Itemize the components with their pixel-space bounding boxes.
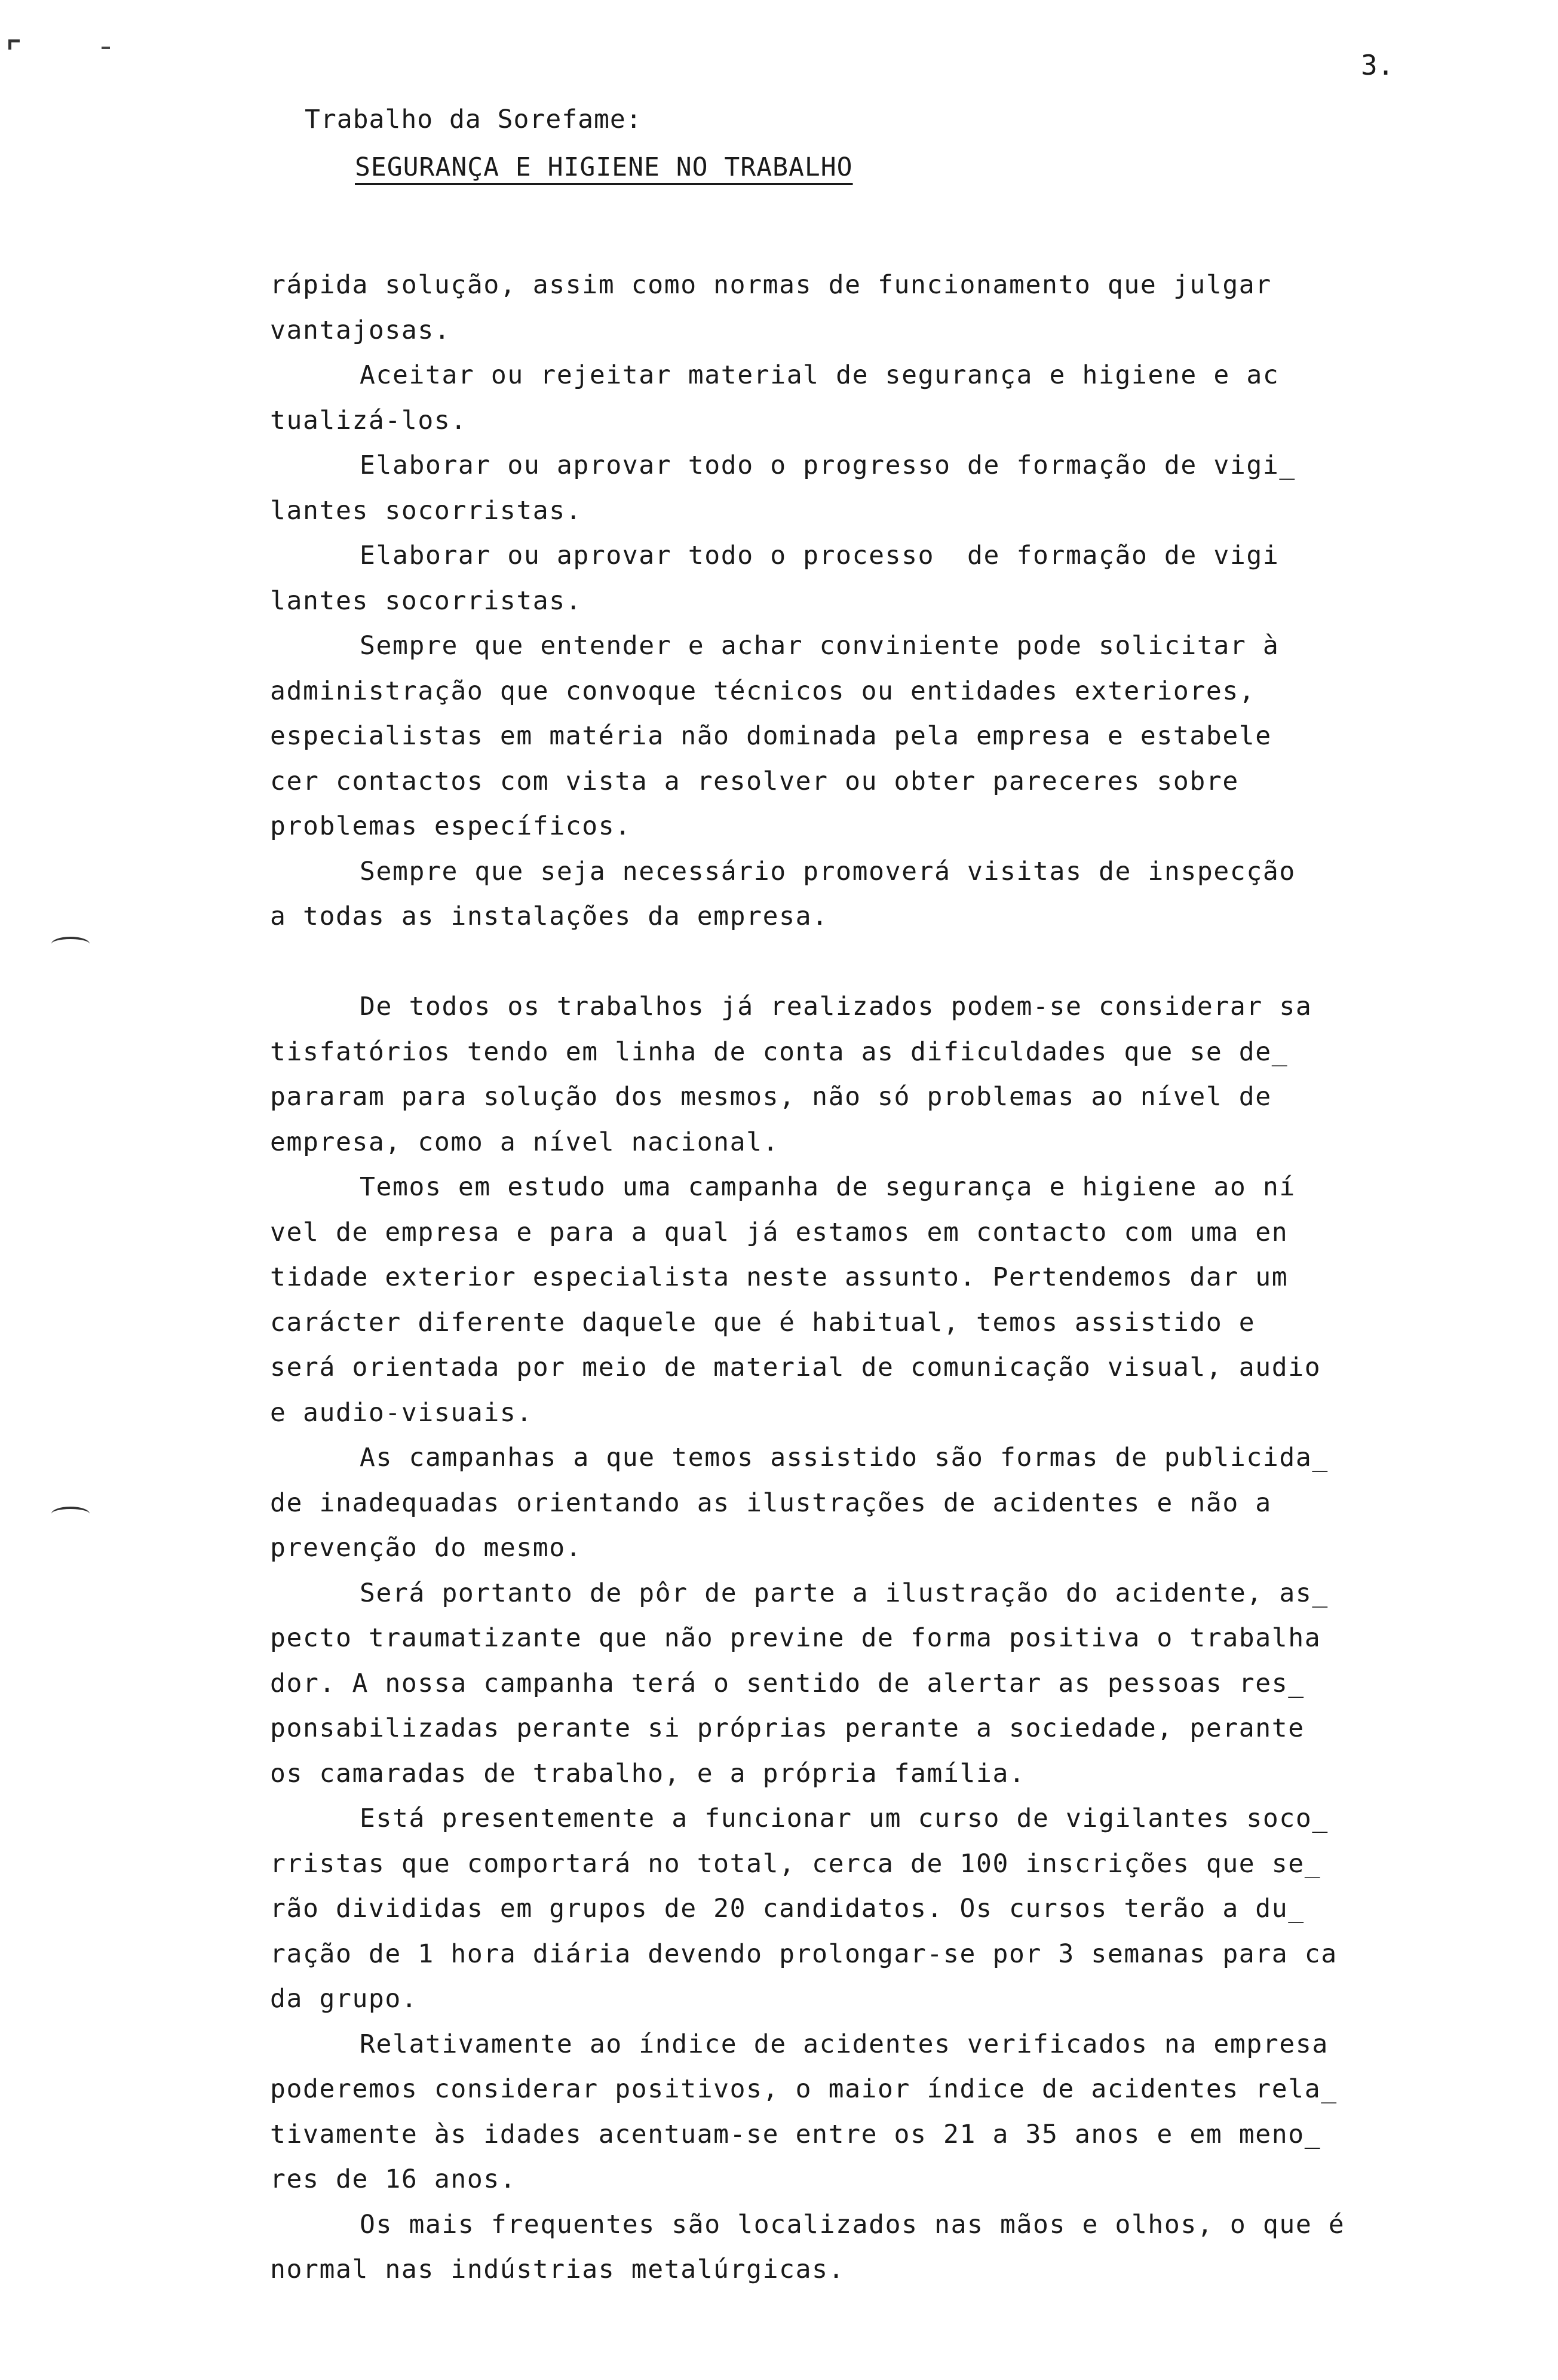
document-title: Trabalho da Sorefame: xyxy=(305,105,642,134)
text-line: lantes socorristas. xyxy=(270,495,582,526)
text-line: problemas específicos. xyxy=(270,811,631,841)
text-line: tivamente às idades acentuam-se entre os 21 a 35 anos e em meno_ xyxy=(270,2119,1321,2149)
text-line: tisfatórios tendo em linha de conta as dificuldades que se de_ xyxy=(270,1036,1289,1067)
text-line: lantes socorristas. xyxy=(270,585,582,616)
text-line: Os mais frequentes são localizados nas mãos e olhos, o que é xyxy=(360,2209,1345,2240)
text-line: rristas que comportará no total, cerca de 100 inscrições que se_ xyxy=(270,1848,1321,1879)
punch-hole-mark-bottom xyxy=(51,1507,90,1521)
punch-hole-mark-top xyxy=(51,937,90,951)
text-line: ponsabilizadas perante si próprias perante a sociedade, perante xyxy=(270,1713,1305,1743)
text-line: os camaradas de trabalho, e a própria família. xyxy=(270,1758,1026,1789)
paragraph-gap xyxy=(270,940,1447,985)
text-line: prevenção do mesmo. xyxy=(270,1533,582,1563)
text-line: vantajosas. xyxy=(270,315,451,345)
text-line: cer contactos com vista a resolver ou obter pareceres sobre xyxy=(270,766,1239,796)
document-header xyxy=(305,96,853,191)
corner-mark xyxy=(8,39,20,50)
text-line: empresa, como a nível nacional. xyxy=(270,1127,780,1157)
text-line: e audio-visuais. xyxy=(270,1397,533,1428)
text-line: tualizá-los. xyxy=(270,405,467,435)
text-line: poderemos considerar positivos, o maior índice de acidentes rela_ xyxy=(270,2074,1338,2104)
text-line: Elaborar ou aprovar todo o progresso de formação de vigi_ xyxy=(360,450,1296,480)
document-subtitle: SEGURANÇA E HIGIENE NO TRABALHO xyxy=(355,152,853,182)
text-line: vel de empresa e para a qual já estamos em contacto com uma en xyxy=(270,1217,1289,1247)
text-line: da grupo. xyxy=(270,1984,418,2014)
text-line: Relativamente ao índice de acidentes verificados na empresa xyxy=(360,2029,1329,2059)
text-line: De todos os trabalhos já realizados podem-se considerar sa xyxy=(360,992,1312,1022)
text-line: dor. A nossa campanha terá o sentido de alertar as pessoas res_ xyxy=(270,1668,1305,1698)
text-line: Temos em estudo uma campanha de segurança e higiene ao ní xyxy=(360,1172,1296,1202)
text-line: pecto traumatizante que não previne de forma positiva o trabalha xyxy=(270,1623,1321,1653)
text-line: carácter diferente daquele que é habitual, temos assistido e xyxy=(270,1307,1256,1338)
text-line: Está presentemente a funcionar um curso de vigilantes soco_ xyxy=(360,1804,1329,1833)
scan-dash-mark xyxy=(102,47,110,49)
text-line: Elaborar ou aprovar todo o processo de formação de vigi xyxy=(360,541,1280,571)
text-line: Sempre que entender e achar conviniente pode solicitar à xyxy=(360,631,1280,661)
text-line: normal nas indústrias metalúrgicas. xyxy=(270,2255,845,2284)
text-line: tidade exterior especialista neste assunto. Pertendemos dar um xyxy=(270,1262,1289,1292)
text-line: As campanhas a que temos assistido são formas de publicida_ xyxy=(360,1443,1329,1473)
text-line: pararam para solução dos mesmos, não só problemas ao nível de xyxy=(270,1082,1272,1112)
text-line: administração que convoque técnicos ou entidades exteriores, xyxy=(270,676,1256,706)
text-line: rápida solução, assim como normas de funcionamento que julgar xyxy=(270,270,1272,300)
text-line: será orientada por meio de material de comunicação visual, audio xyxy=(270,1352,1321,1382)
text-line: a todas as instalações da empresa. xyxy=(270,901,829,931)
text-line: res de 16 anos. xyxy=(270,2164,517,2194)
body-text xyxy=(270,263,1447,2293)
text-line: Sempre que seja necessário promoverá visitas de inspecção xyxy=(360,856,1296,887)
page-number: 3. xyxy=(1361,49,1394,81)
text-line: especialistas em matéria não dominada pela empresa e estabele xyxy=(270,721,1272,751)
text-line: de inadequadas orientando as ilustrações de acidentes e não a xyxy=(270,1488,1272,1518)
text-line: rão divididas em grupos de 20 candidatos. Os cursos terão a du_ xyxy=(270,1894,1305,1924)
text-line: Aceitar ou rejeitar material de segurança e higiene e ac xyxy=(360,360,1280,390)
text-line: ração de 1 hora diária devendo prolongar-se por 3 semanas para ca xyxy=(270,1939,1338,1969)
text-line: Será portanto de pôr de parte a ilustração do acidente, as_ xyxy=(360,1578,1329,1608)
